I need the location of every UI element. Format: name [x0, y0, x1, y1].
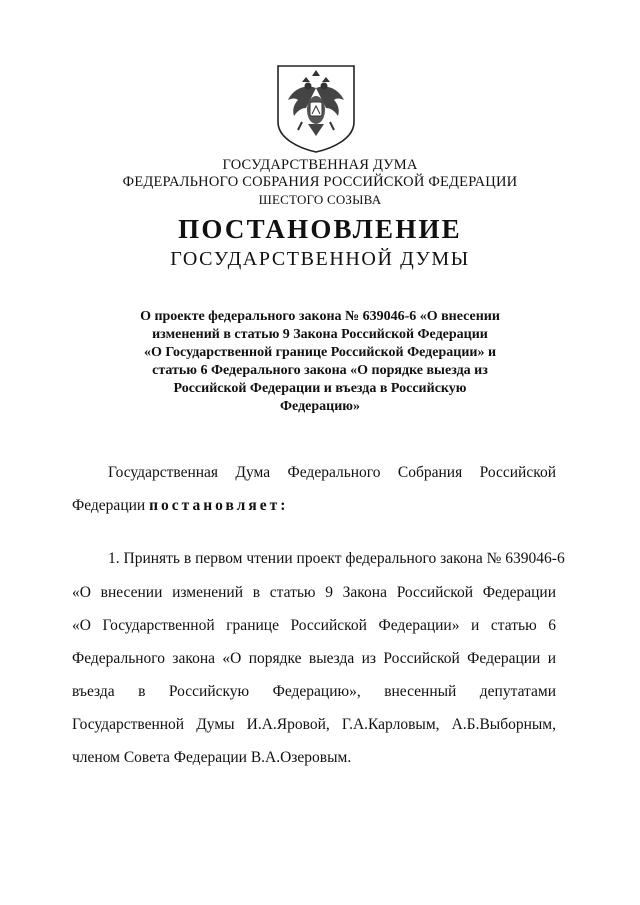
preamble-line	[72, 497, 556, 515]
item-line: въезда в Российскую Федерацию», внесенный депутатами	[72, 683, 556, 700]
subject-line: «О Государственной границе Российской Федерации» и	[143, 345, 497, 360]
subject-line: Российской Федерации и въезда в Российскую	[173, 381, 467, 396]
subject-line: статью 6 Федерального закона «О порядке выезда из	[152, 363, 488, 378]
header-line-duma: ГОСУДАРСТВЕННАЯ ДУМА	[222, 157, 418, 173]
header-line-convocation: ШЕСТОГО СОЗЫВА	[258, 192, 382, 207]
item-line: 1. Принять в первом чтении проект федерального закона № 639046-6	[108, 550, 565, 567]
preamble-prefix: Федерации	[72, 497, 150, 514]
coat-of-arms-emblem-icon	[272, 62, 360, 154]
document-subtitle: ГОСУДАРСТВЕННОЙ ДУМЫ	[170, 248, 470, 270]
item-line: членом Совета Федерации В.А.Озеровым.	[72, 749, 352, 766]
item-line: Федерального закона «О порядке выезда из Российской Федерации и	[72, 650, 556, 667]
subject-line: О проекте федерального закона № 639046-6 «О внесении	[140, 309, 500, 324]
document-title: ПОСТАНОВЛЕНИЕ	[178, 214, 462, 244]
subject-line: Федерацию»	[280, 399, 360, 414]
item-line: Государственной Думы И.А.Яровой, Г.А.Карловым, А.Б.Выборным,	[72, 716, 556, 733]
item-line: «О Государственной границе Российской Федерации» и статью 6	[72, 617, 556, 634]
resolves-word: постановляет:	[149, 497, 289, 514]
item-line: «О внесении изменений в статью 9 Закона Российской Федерации	[72, 584, 556, 601]
subject-line: изменений в статью 9 Закона Российской Федерации	[152, 327, 488, 342]
preamble-line: Государственная Дума Федерального Собрания Российской	[108, 464, 556, 481]
header-line-assembly: ФЕДЕРАЛЬНОГО СОБРАНИЯ РОССИЙСКОЙ ФЕДЕРАЦИИ	[122, 174, 518, 190]
